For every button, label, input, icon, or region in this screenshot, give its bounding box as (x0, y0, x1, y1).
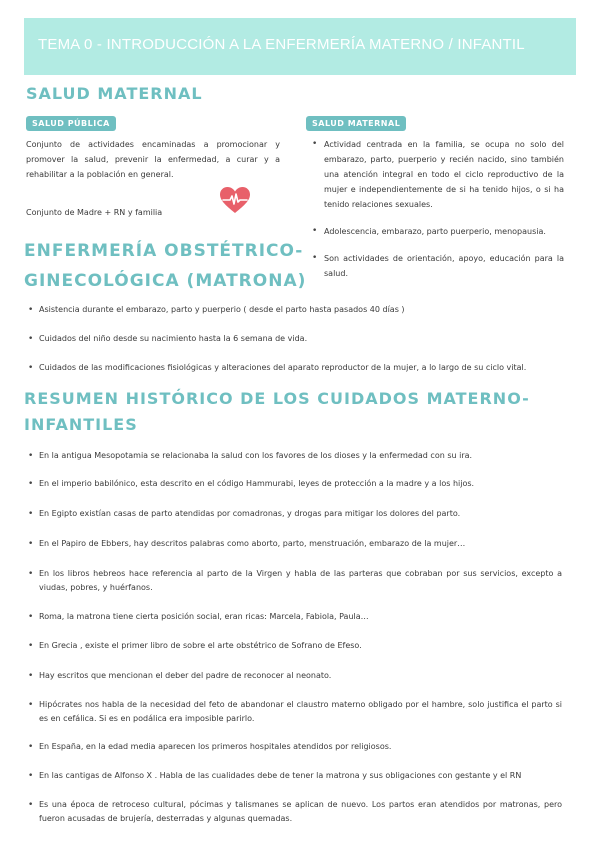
section-title-enfermeria-line2: GINECOLÓGICA (MATRONA) (24, 271, 307, 291)
list-item: • En las cantigas de Alfonso X . Habla de las cualidades debe de tener la matrona y sus obligaciones con gestante y el RN (26, 769, 562, 783)
list-item: • Asistencia durante el embarazo, parto y puerperio ( desde el parto hasta pasados 40 días ) (26, 303, 562, 317)
list-item: • Adolescencia, embarazo, parto puerperio, menopausia. (310, 224, 564, 239)
page-title: TEMA 0 - INTRODUCCIÓN A LA ENFERMERÍA MATERNO / INFANTIL (38, 36, 525, 53)
section-title-resumen-line2: INFANTILES (24, 415, 138, 434)
list-item: • Actividad centrada en la familia, se ocupa no solo del embarazo, parto, puerperio y recién nacido, sino también una atención integral en todo el ciclo reproductivo de la mujer e independientemente de si ha tenido hijos, o si ha tenido relaciones sexuales. (310, 137, 564, 212)
list-item: • Cuidados del niño desde su nacimiento hasta la 6 semana de vida. (26, 332, 562, 346)
salud-maternal-badge: SALUD MATERNAL (306, 116, 406, 131)
matrona-duties-list (26, 303, 562, 375)
list-item: • En España, en la edad media aparecen los primeros hospitales atendidos por religiosos. (26, 740, 562, 754)
list-item: • En el imperio babilónico, esta descrito en el código Hammurabi, leyes de protección a la madre y a los hijos. (26, 477, 562, 491)
list-item: • Es una época de retroceso cultural, pócimas y talismanes se aplican de nuevo. Los partos eran atendidos por matronas, pero fueron acusadas de brujería, desterradas y algunas quemadas. (26, 798, 562, 826)
list-item: • En el Papiro de Ebbers, hay descritos palabras como aborto, parto, menstruación, embarazo de la mujer… (26, 537, 562, 551)
list-item: • Roma, la matrona tiene cierta posición social, eran ricas: Marcela, Fabiola, Paula… (26, 610, 562, 624)
list-item: • En los libros hebreos hace referencia al parto de la Virgen y habla de las parteras que cobraban por sus servicios, excepto a viudas, pobres, y huérfanos. (26, 567, 562, 595)
section-title-enfermeria-line1: ENFERMERÍA OBSTÉTRICO- (24, 241, 304, 261)
salud-publica-note: Conjunto de Madre + RN y familia (26, 208, 163, 217)
list-item: • Hipócrates nos habla de la necesidad del feto de abandonar el claustro materno obligado por el hambre, solo justifica el parto si es en cefálica. Si es en podálica era imposible parirlo. (26, 698, 562, 726)
section-title-salud-maternal: SALUD MATERNAL (26, 84, 203, 103)
historical-summary-list (26, 449, 562, 826)
list-item: • En la antigua Mesopotamia se relacionaba la salud con los favores de los dioses y la enfermedad con su ira. (26, 449, 562, 463)
list-item: • En Egipto existían casas de parto atendidas por comadronas, y drogas para mitigar los dolores del parto. (26, 507, 562, 521)
salud-maternal-list (310, 137, 564, 293)
list-item: • En Grecia , existe el primer libro de sobre el arte obstétrico de Sofrano de Efeso. (26, 639, 562, 653)
salud-publica-text: Conjunto de actividades encaminadas a promocionar y promover la salud, prevenir la enfermedad, a curar y a rehabilitar a la población en general. (26, 140, 280, 179)
list-item: • Son actividades de orientación, apoyo, educación para la salud. (310, 251, 564, 281)
section-title-resumen-line1: RESUMEN HISTÓRICO DE LOS CUIDADOS MATERNO- (24, 389, 530, 408)
list-item: • Hay escritos que mencionan el deber del padre de reconocer al neonato. (26, 669, 562, 683)
list-item: • Cuidados de las modificaciones fisiológicas y alteraciones del aparato reproductor de la mujer, a lo largo de su ciclo vital. (26, 361, 562, 375)
heart-pulse-icon (219, 186, 251, 214)
salud-publica-badge: SALUD PÚBLICA (26, 116, 116, 131)
page-header-banner (24, 18, 576, 75)
